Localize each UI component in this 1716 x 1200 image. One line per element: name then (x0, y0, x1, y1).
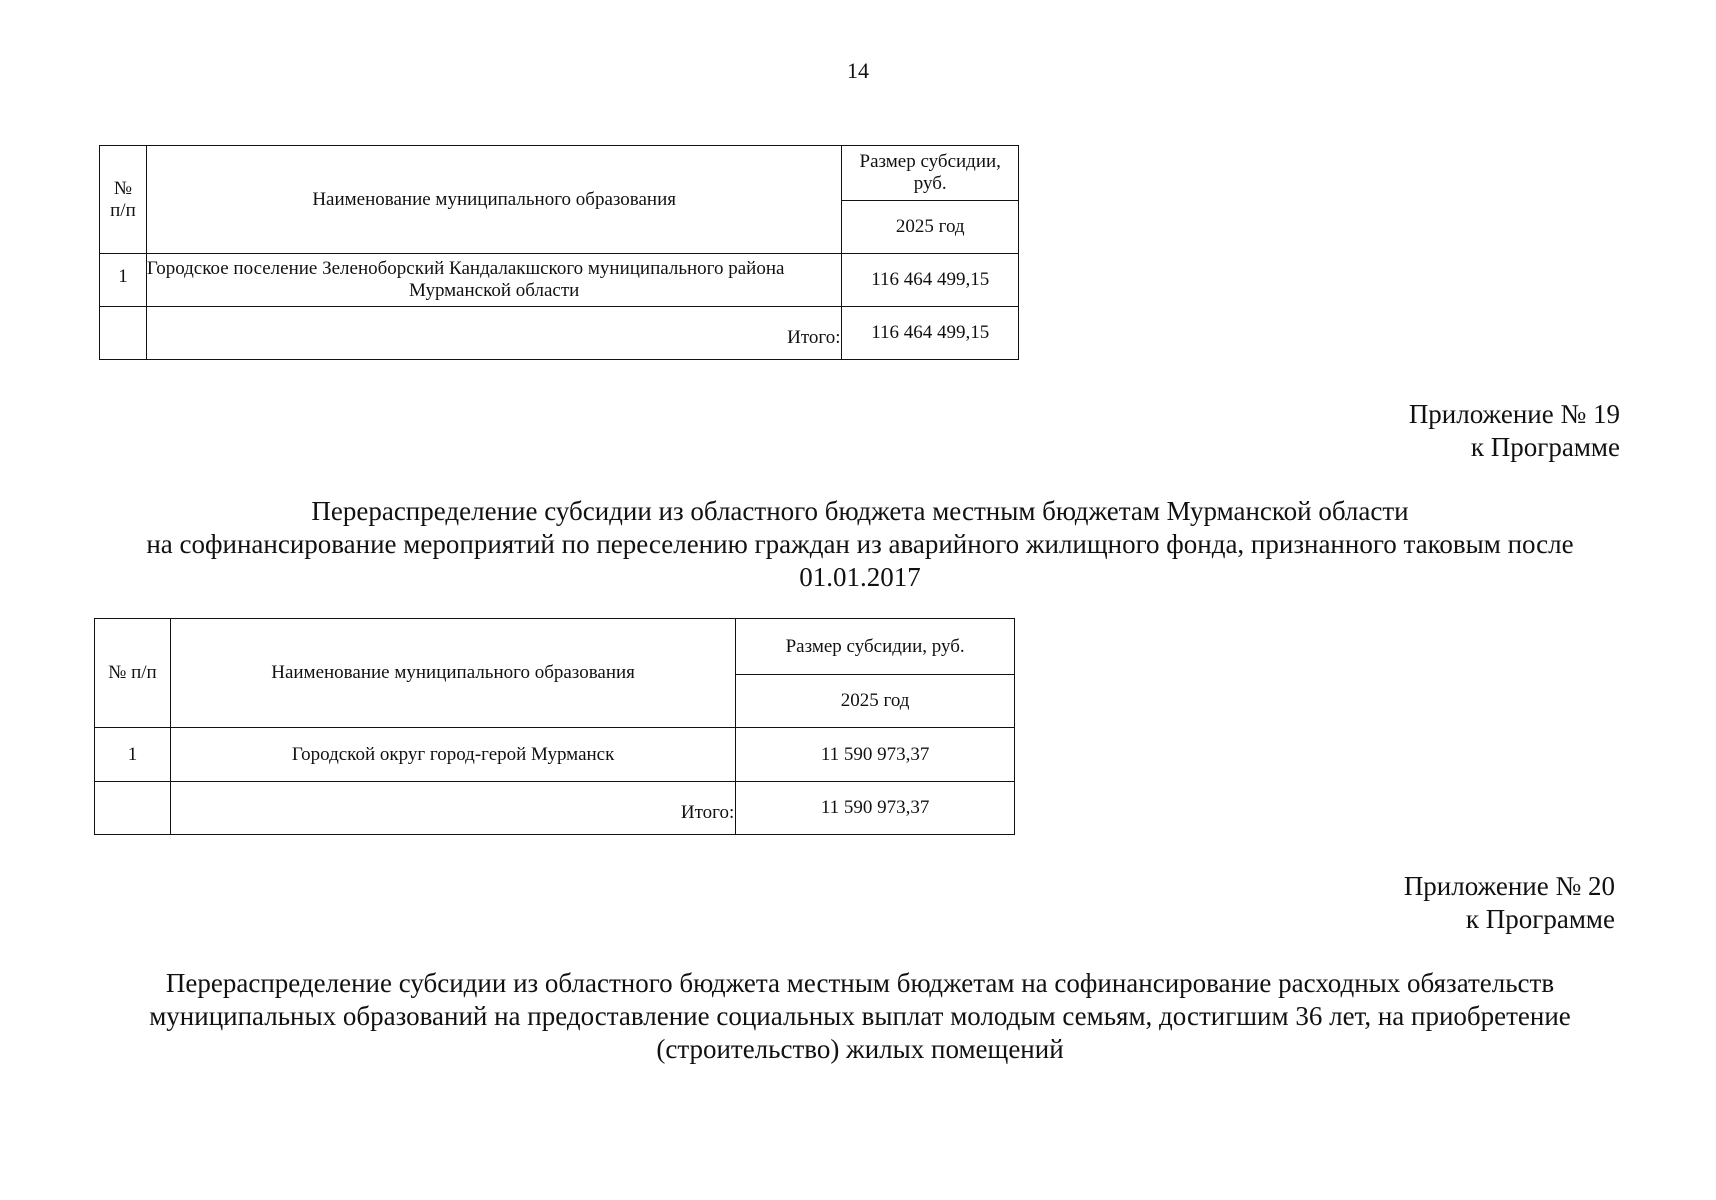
appendix-20-line1: Приложение № 20 (1403, 871, 1615, 901)
header-year: 2025 год (736, 675, 1015, 728)
table-row (100, 254, 1019, 307)
header-name: Наименование муниципального образования (170, 619, 735, 728)
header-amount: Размер субсидии, руб. (736, 619, 1015, 675)
title-20-line1: Перераспределение субсидии из областного бюджета местным бюджетам на софинансирование расходных обязательств (165, 968, 1555, 998)
section-title-19 (90, 495, 1630, 594)
total-label: Итого: (146, 307, 842, 360)
total-row (95, 782, 1015, 835)
appendix-20-line2: к Программе (1465, 904, 1615, 934)
total-num-empty (100, 307, 147, 360)
header-num: № п/п (95, 619, 171, 728)
table-row (95, 728, 1015, 782)
row-amount: 11 590 973,37 (736, 728, 1015, 782)
header-name: Наименование муниципального образования (146, 146, 842, 254)
row-name: Городской округ город-герой Мурманск (170, 728, 735, 782)
row-amount: 116 464 499,15 (842, 254, 1019, 307)
appendix-19-line1: Приложение № 19 (1408, 399, 1620, 429)
row-name-line1: Городское поселение Зеленоборский Кандалакшского муниципального района (146, 258, 785, 280)
total-row (100, 307, 1019, 360)
section-title-20 (90, 967, 1630, 1066)
row-name (146, 254, 842, 307)
header-year: 2025 год (842, 201, 1019, 254)
total-label: Итого: (170, 782, 735, 835)
total-num-empty (95, 782, 171, 835)
subsidy-table-1 (99, 145, 1019, 360)
total-amount: 116 464 499,15 (842, 307, 1019, 360)
header-amount: Размер субсидии, руб. (842, 146, 1019, 201)
total-amount: 11 590 973,37 (736, 782, 1015, 835)
subsidy-table-2 (94, 618, 1015, 835)
appendix-20-heading (1404, 870, 1615, 936)
row-name-line2: Мурманской области (409, 280, 580, 301)
title-20-line2: муниципальных образований на предоставление социальных выплат молодым семьям, достигшим 36 лет, на приобретение (149, 1001, 1571, 1031)
row-num: 1 (95, 728, 171, 782)
page-number: 14 (847, 58, 869, 83)
row-num: 1 (100, 254, 147, 307)
title-20-line3: (строительство) жилых помещений (656, 1034, 1064, 1064)
title-19-line2: на софинансирование мероприятий по переселению граждан из аварийного жилищного фонда, признанного таковым после (146, 529, 1574, 559)
header-num: № п/п (100, 146, 147, 254)
appendix-19-line2: к Программе (1470, 432, 1620, 462)
title-19-line1: Перераспределение субсидии из областного бюджета местным бюджетам Мурманской области (311, 496, 1409, 526)
title-19-line3: 01.01.2017 (799, 562, 921, 592)
appendix-19-heading (1409, 398, 1620, 464)
